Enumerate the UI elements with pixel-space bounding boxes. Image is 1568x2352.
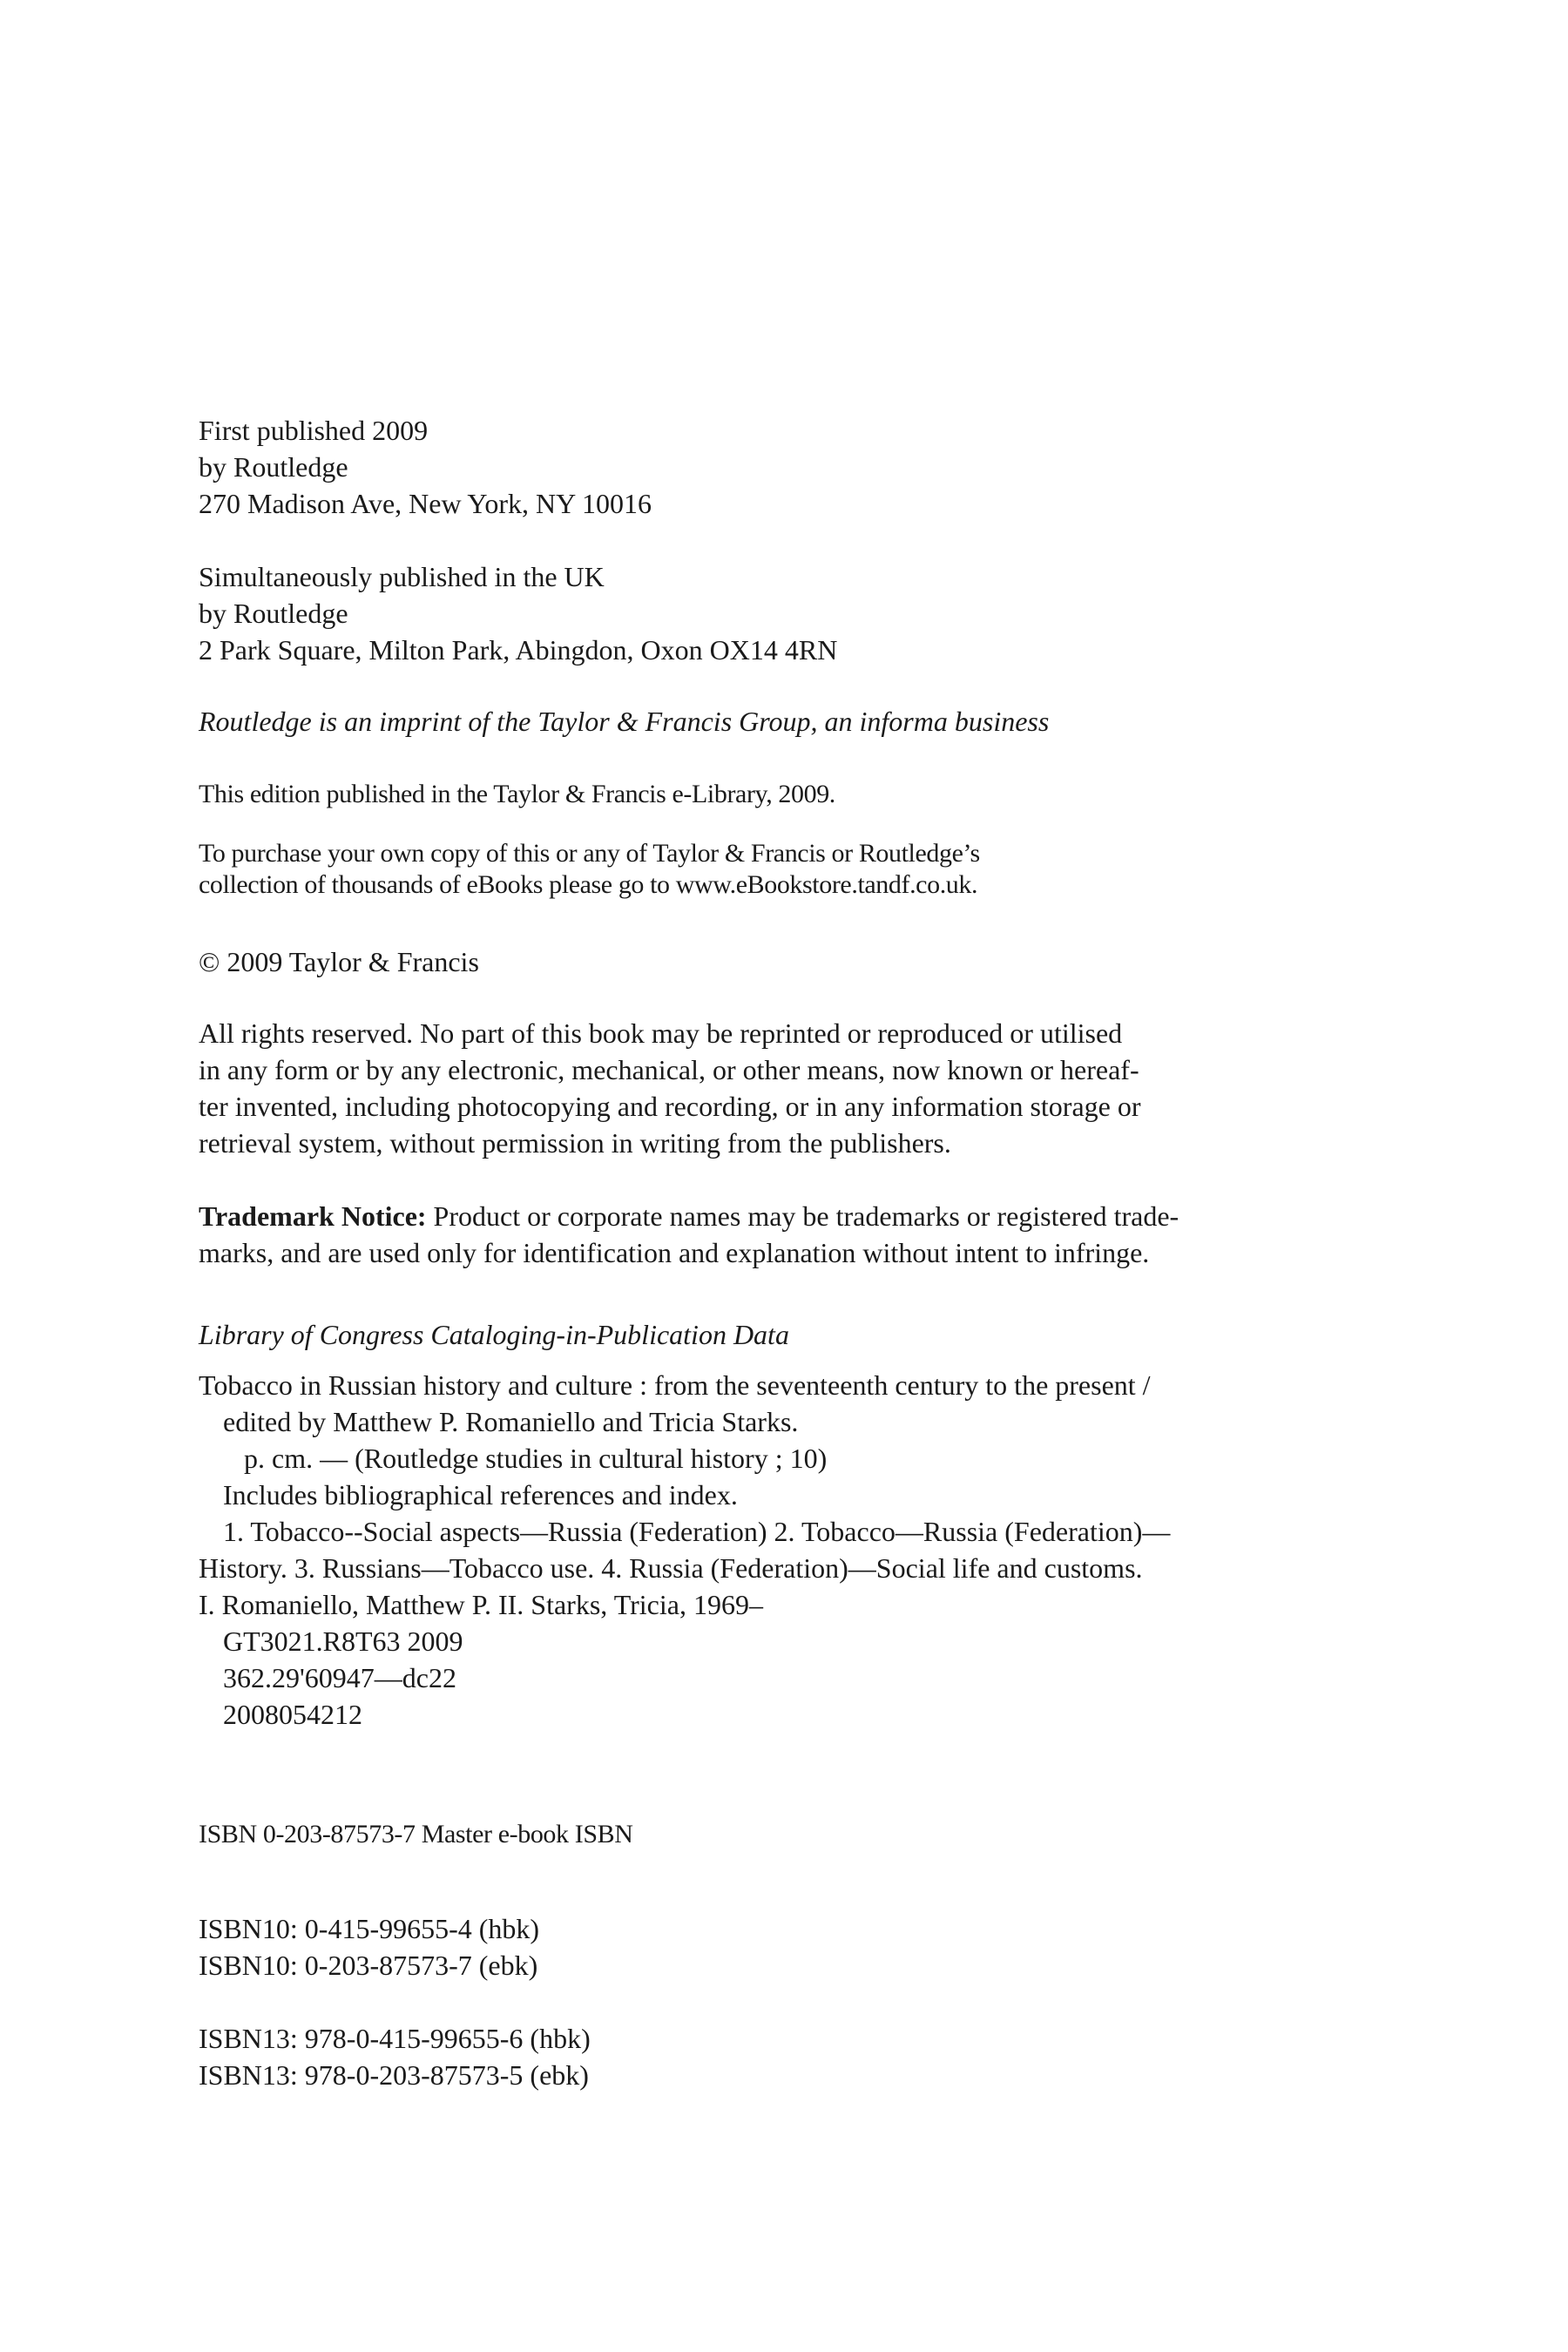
cip-dewey-number: 362.29'60947—dc22 bbox=[223, 1662, 456, 1693]
cip-bib-note: Includes bibliographical references and index. bbox=[223, 1479, 738, 1511]
trademark-label: Trademark Notice: bbox=[199, 1200, 427, 1232]
publisher-line: by Routledge bbox=[199, 451, 348, 483]
cip-added-entries: I. Romaniello, Matthew P. II. Starks, Tricia, 1969– bbox=[199, 1589, 763, 1620]
rights-line4: retrieval system, without permission in writing from the publishers. bbox=[199, 1127, 951, 1159]
uk-address: 2 Park Square, Milton Park, Abingdon, Oxon OX14 4RN bbox=[199, 634, 838, 666]
cip-title-line2: edited by Matthew P. Romaniello and Tricia Starks. bbox=[223, 1406, 799, 1437]
cip-heading: Library of Congress Cataloging-in-Publication Data bbox=[199, 1319, 789, 1350]
rights-line1: All rights reserved. No part of this book may be reprinted or reproduced or utilised bbox=[199, 1017, 1123, 1049]
trademark-text: Product or corporate names may be trademarks or registered trade- bbox=[426, 1200, 1179, 1232]
uk-published: Simultaneously published in the UK bbox=[199, 561, 605, 592]
cip-physical: p. cm. — (Routledge studies in cultural history ; 10) bbox=[244, 1443, 828, 1474]
rights-line2: in any form or by any electronic, mechanical, or other means, now known or hereaf- bbox=[199, 1054, 1139, 1085]
cip-title-line1: Tobacco in Russian history and culture : from the seventeenth century to the present / bbox=[199, 1369, 1151, 1401]
trademark-line1 bbox=[199, 1199, 1179, 1233]
isbn13-ebk: ISBN13: 978-0-203-87573-5 (ebk) bbox=[199, 2059, 589, 2091]
purchase-note-line2: collection of thousands of eBooks please go to www.eBookstore.tandf.co.uk. bbox=[199, 870, 978, 899]
first-published: First published 2009 bbox=[199, 415, 429, 446]
uk-publisher-line: by Routledge bbox=[199, 598, 348, 629]
elibrary-edition-note: This edition published in the Taylor & Francis e-Library, 2009. bbox=[199, 780, 835, 808]
cip-subjects-line2: History. 3. Russians—Tobacco use. 4. Russia (Federation)—Social life and customs. bbox=[199, 1552, 1143, 1584]
rights-line3: ter invented, including photocopying and recording, or in any information storage or bbox=[199, 1091, 1141, 1122]
cip-lc-call-number: GT3021.R8T63 2009 bbox=[223, 1625, 463, 1657]
copyright-notice: © 2009 Taylor & Francis bbox=[199, 946, 479, 977]
isbn-master: ISBN 0-203-87573-7 Master e-book ISBN bbox=[199, 1820, 633, 1848]
imprint-note: Routledge is an imprint of the Taylor & Francis Group, an informa business bbox=[199, 706, 1050, 737]
cip-lccn: 2008054212 bbox=[223, 1699, 362, 1730]
trademark-line2: marks, and are used only for identification and explanation without intent to infringe. bbox=[199, 1237, 1150, 1268]
isbn13-hbk: ISBN13: 978-0-415-99655-6 (hbk) bbox=[199, 2023, 591, 2054]
cip-subjects-line1: 1. Tobacco--Social aspects—Russia (Federation) 2. Tobacco—Russia (Federation)— bbox=[223, 1516, 1171, 1547]
isbn10-hbk: ISBN10: 0-415-99655-4 (hbk) bbox=[199, 1913, 540, 1944]
us-address: 270 Madison Ave, New York, NY 10016 bbox=[199, 488, 652, 519]
isbn10-ebk: ISBN10: 0-203-87573-7 (ebk) bbox=[199, 1950, 538, 1981]
purchase-note-line1: To purchase your own copy of this or any of Taylor & Francis or Routledge’s bbox=[199, 839, 980, 868]
